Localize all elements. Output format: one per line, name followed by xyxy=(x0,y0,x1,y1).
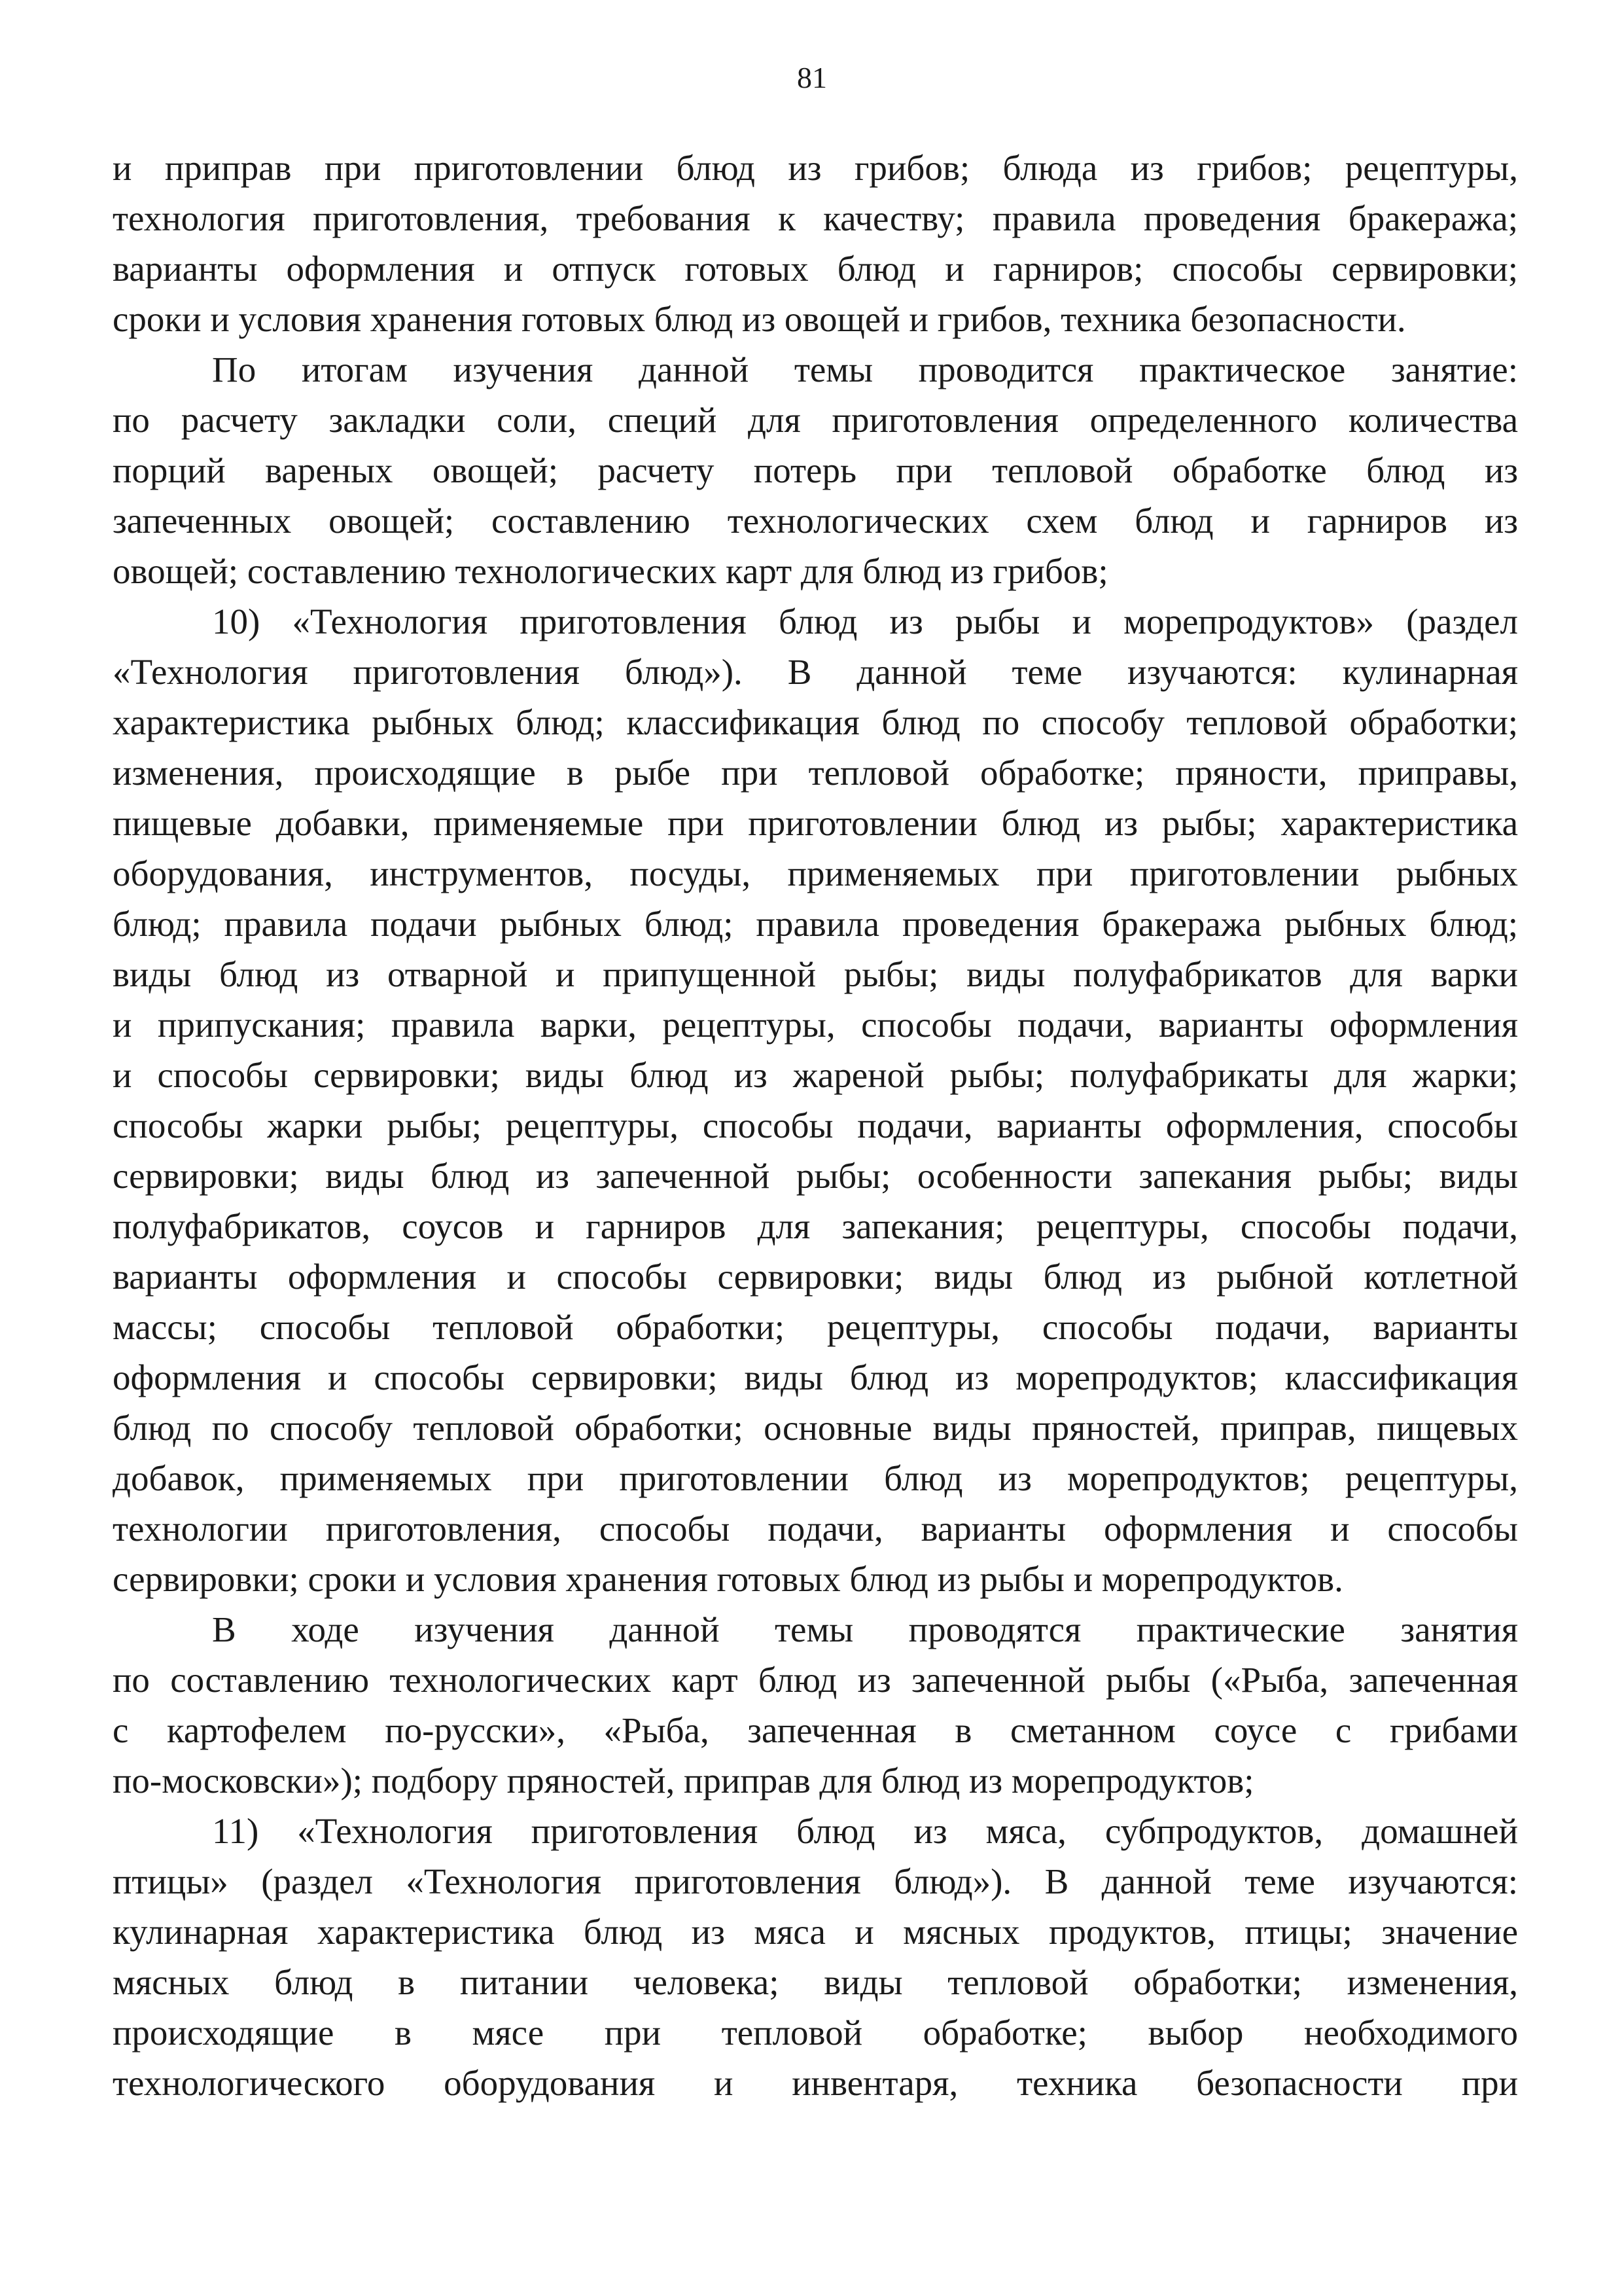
text-line: полуфабрикатов, соусов и гарниров для запекания; рецептуры, способы подачи, xyxy=(113,1206,1518,1246)
text-line: способы жарки рыбы; рецептуры, способы подачи, варианты оформления, способы xyxy=(113,1105,1518,1145)
paragraph-first-line: 10) «Технология приготовления блюд из рыбы и морепродуктов» (раздел xyxy=(212,601,1518,641)
page-number: 81 xyxy=(797,61,827,94)
text-line: сроки и условия хранения готовых блюд из овощей и грибов, техника безопасности. xyxy=(113,299,1406,339)
text-line: оформления и способы сервировки; виды блюд из морепродуктов; классификация xyxy=(113,1357,1518,1397)
text-line: технологии приготовления, способы подачи, варианты оформления и способы xyxy=(113,1509,1518,1549)
paragraph-first-line: По итогам изучения данной темы проводится практическое занятие: xyxy=(212,350,1518,389)
text-line: с картофелем по-русски», «Рыба, запеченная в сметанном соусе с грибами xyxy=(113,1710,1518,1750)
text-line: порций вареных овощей; расчету потерь при тепловой обработке блюд из xyxy=(113,450,1518,490)
text-line: массы; способы тепловой обработки; рецептуры, способы подачи, варианты xyxy=(113,1307,1518,1347)
text-line: и припускания; правила варки, рецептуры, способы подачи, варианты оформления xyxy=(113,1005,1518,1045)
text-line: блюд по способу тепловой обработки; основные виды пряностей, приправ, пищевых xyxy=(113,1408,1518,1448)
text-line: характеристика рыбных блюд; классификация блюд по способу тепловой обработки; xyxy=(113,702,1518,742)
text-line: птицы» (раздел «Технология приготовления блюд»). В данной теме изучаются: xyxy=(113,1861,1518,1901)
text-line: «Технология приготовления блюд»). В данной теме изучаются: кулинарная xyxy=(113,652,1518,692)
text-line: изменения, происходящие в рыбе при тепловой обработке; пряности, приправы, xyxy=(113,753,1518,793)
text-line: сервировки; сроки и условия хранения готовых блюд из рыбы и морепродуктов. xyxy=(113,1559,1343,1599)
text-line: технологического оборудования и инвентаря, техника безопасности при xyxy=(113,2063,1518,2103)
text-line: сервировки; виды блюд из запеченной рыбы; особенности запекания рыбы; виды xyxy=(113,1156,1518,1196)
text-line: варианты оформления и способы сервировки; виды блюд из рыбной котлетной xyxy=(113,1257,1518,1297)
body-text xyxy=(113,143,1518,2108)
paragraph-first-line: В ходе изучения данной темы проводятся практические занятия xyxy=(212,1609,1518,1649)
text-line: добавок, применяемых при приготовлении блюд из морепродуктов; рецептуры, xyxy=(113,1458,1518,1498)
text-line: происходящие в мясе при тепловой обработке; выбор необходимого xyxy=(113,2013,1518,2053)
text-line: варианты оформления и отпуск готовых блюд и гарниров; способы сервировки; xyxy=(113,249,1518,289)
text-line: мясных блюд в питании человека; виды тепловой обработки; изменения, xyxy=(113,1962,1518,2002)
text-line: по расчету закладки соли, специй для приготовления определенного количества xyxy=(113,400,1518,440)
text-line: запеченных овощей; составлению технологических схем блюд и гарниров из xyxy=(113,501,1518,541)
text-line: виды блюд из отварной и припущенной рыбы; виды полуфабрикатов для варки xyxy=(113,954,1518,994)
text-line: кулинарная характеристика блюд из мяса и мясных продуктов, птицы; значение xyxy=(113,1912,1518,1952)
paragraph-first-line: 11) «Технология приготовления блюд из мяса, субпродуктов, домашней xyxy=(212,1811,1518,1851)
text-line: и способы сервировки; виды блюд из жареной рыбы; полуфабрикаты для жарки; xyxy=(113,1055,1518,1095)
text-line: блюд; правила подачи рыбных блюд; правила проведения бракеража рыбных блюд; xyxy=(113,904,1518,944)
text-line: технология приготовления, требования к качеству; правила проведения бракеража; xyxy=(113,198,1518,238)
text-line: пищевые добавки, применяемые при приготовлении блюд из рыбы; характеристика xyxy=(113,803,1518,843)
text-line: по-московски»); подбору пряностей, приправ для блюд из морепродуктов; xyxy=(113,1761,1254,1801)
text-line: и приправ при приготовлении блюд из грибов; блюда из грибов; рецептуры, xyxy=(113,148,1518,188)
text-line: овощей; составлению технологических карт для блюд из грибов; xyxy=(113,551,1108,591)
text-line: оборудования, инструментов, посуды, применяемых при приготовлении рыбных xyxy=(113,853,1518,893)
text-line: по составлению технологических карт блюд из запеченной рыбы («Рыба, запеченная xyxy=(113,1660,1518,1700)
